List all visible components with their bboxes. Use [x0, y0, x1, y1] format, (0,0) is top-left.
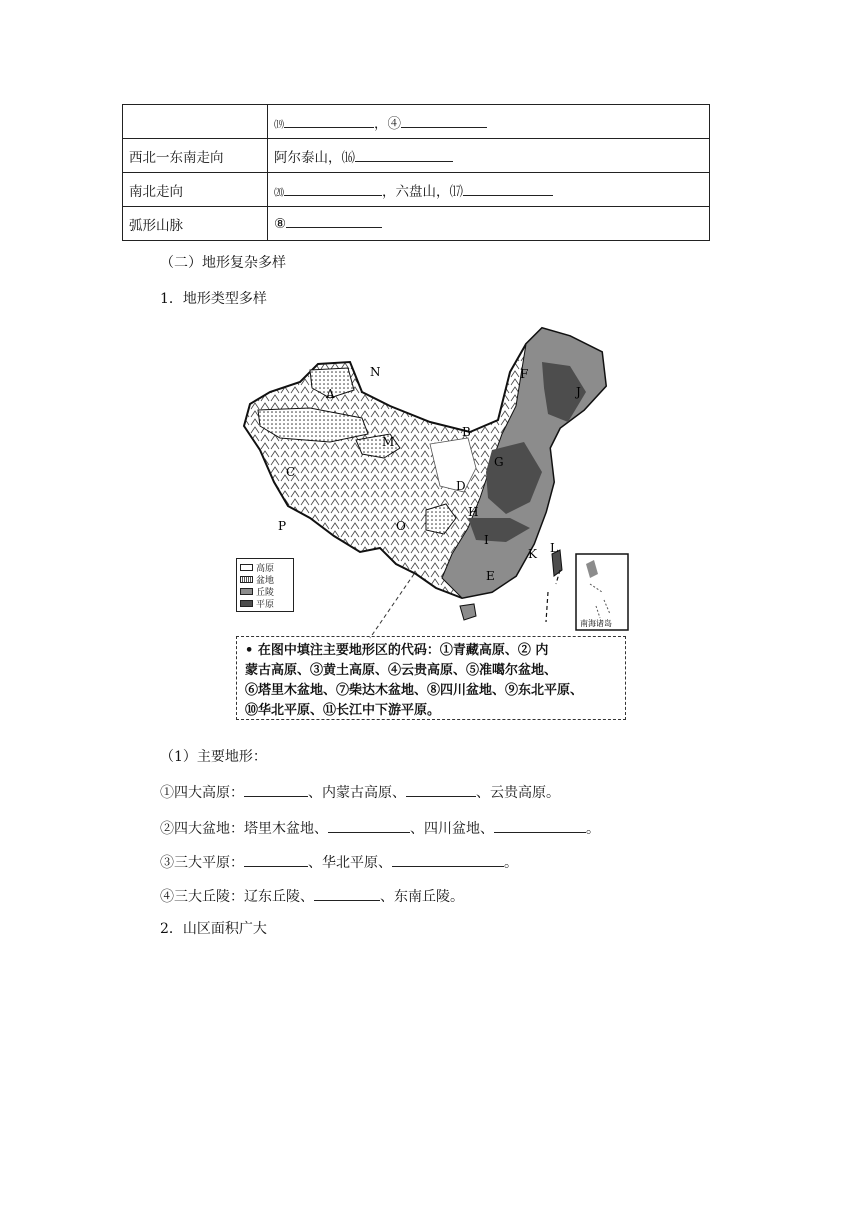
legend-label: 盆地: [256, 575, 275, 586]
content-cell: [268, 105, 710, 139]
map-label-h: H: [468, 505, 479, 519]
question-title: （1）主要地形：: [160, 749, 267, 765]
answer-blank[interactable]: [463, 183, 553, 196]
map-label-a: A: [326, 387, 335, 401]
map-label-d: D: [456, 479, 466, 493]
question-4: [160, 886, 464, 906]
answer-blank[interactable]: [244, 854, 308, 867]
table-row: [123, 139, 710, 173]
answer-blank[interactable]: [355, 149, 453, 162]
legend-item: [240, 585, 290, 597]
answer-blank[interactable]: [286, 215, 382, 228]
answer-blank[interactable]: [314, 888, 380, 901]
swatch-basin: [240, 576, 253, 583]
q-text: 、四川盆地、: [410, 821, 494, 837]
item-marker: ⑧: [274, 216, 287, 232]
answer-blank[interactable]: [244, 784, 308, 797]
item-text: 阿尔泰山，⒃: [274, 149, 355, 166]
note-line: ⑥塔里木盆地、⑦柴达木盆地、⑧四川盆地、⑨东北平原、: [245, 683, 584, 698]
direction-cell: 西北一东南走向: [123, 139, 268, 173]
note-line: • 在图中填注主要地形区的代码：①青藏高原、② 内: [245, 643, 549, 658]
q-text: 。: [504, 855, 518, 871]
q-text: 、华北平原、: [308, 855, 392, 871]
section-heading: （二）地形复杂多样: [160, 255, 286, 271]
map-legend: [236, 558, 294, 612]
content-cell: [268, 207, 710, 241]
callout-line: [370, 574, 414, 638]
note-line: 蒙古高原、③黄土高原、④云贵高原、⑤准噶尔盆地、: [245, 663, 558, 678]
note-line: ⑩华北平原、⑪长江中下游平原。: [245, 703, 441, 718]
answer-blank[interactable]: [401, 115, 487, 128]
question-2: [160, 818, 600, 838]
answer-blank[interactable]: [328, 820, 410, 833]
legend-item: [240, 597, 290, 609]
map-instruction-box: [236, 636, 626, 720]
mountain-table: [122, 104, 710, 241]
map-label-o: O: [396, 519, 406, 533]
legend-label: 丘陵: [256, 587, 275, 598]
table-row: [123, 207, 710, 241]
legend-label: 平原: [256, 599, 275, 610]
map-label-i: I: [484, 533, 489, 547]
map-label-f: F: [520, 367, 529, 381]
q-text: ①四大高原：: [160, 785, 244, 801]
q-text: 、内蒙古高原、: [308, 785, 406, 801]
sea-boundary: [546, 570, 560, 622]
swatch-hill: [240, 588, 253, 595]
answer-blank[interactable]: [284, 115, 374, 128]
q-text: 、东南丘陵。: [380, 889, 464, 905]
content-cell: [268, 173, 710, 207]
item-marker: ④: [387, 115, 401, 132]
table-row: [123, 105, 710, 139]
legend-item: [240, 561, 290, 573]
answer-blank[interactable]: [494, 820, 586, 833]
legend-label: 高原: [256, 563, 275, 574]
item-marker: ⒆: [274, 119, 284, 131]
swatch-plateau: [240, 564, 253, 571]
q-text: ④三大丘陵：辽东丘陵、: [160, 889, 314, 905]
answer-blank[interactable]: [284, 183, 382, 196]
direction-cell: [123, 105, 268, 139]
inset-label: 南海诸岛: [580, 619, 612, 628]
question-3: [160, 852, 518, 872]
answer-blank[interactable]: [392, 854, 504, 867]
subsection-heading: 2．山区面积广大: [160, 921, 267, 937]
separator: ，: [374, 115, 388, 132]
q-text: 。: [586, 821, 600, 837]
answer-blank[interactable]: [406, 784, 476, 797]
question-1: [160, 782, 560, 802]
item-text: ，六盘山，⒄: [382, 183, 463, 200]
map-label-g: G: [494, 455, 504, 469]
table-row: [123, 173, 710, 207]
q-text: ③三大平原：: [160, 855, 244, 871]
map-label-b: B: [462, 425, 471, 439]
map-label-c: C: [286, 465, 296, 479]
map-label-j: J: [576, 385, 581, 399]
direction-cell: 南北走向: [123, 173, 268, 207]
map-label-e: E: [486, 569, 495, 583]
swatch-plain: [240, 600, 253, 607]
direction-cell: 弧形山脉: [123, 207, 268, 241]
map-label-l: L: [550, 541, 558, 555]
content-cell: [268, 139, 710, 173]
subsection-heading: 1．地形类型多样: [160, 291, 267, 307]
map-label-m: M: [382, 435, 395, 449]
legend-item: [240, 573, 290, 585]
map-label-n: N: [370, 365, 381, 379]
q-text: ②四大盆地：塔里木盆地、: [160, 821, 328, 837]
q-text: 、云贵高原。: [476, 785, 560, 801]
item-marker: ⒇: [274, 187, 284, 199]
map-label-k: K: [528, 547, 537, 561]
map-label-p: P: [278, 519, 287, 533]
hainan-island: [460, 604, 476, 620]
